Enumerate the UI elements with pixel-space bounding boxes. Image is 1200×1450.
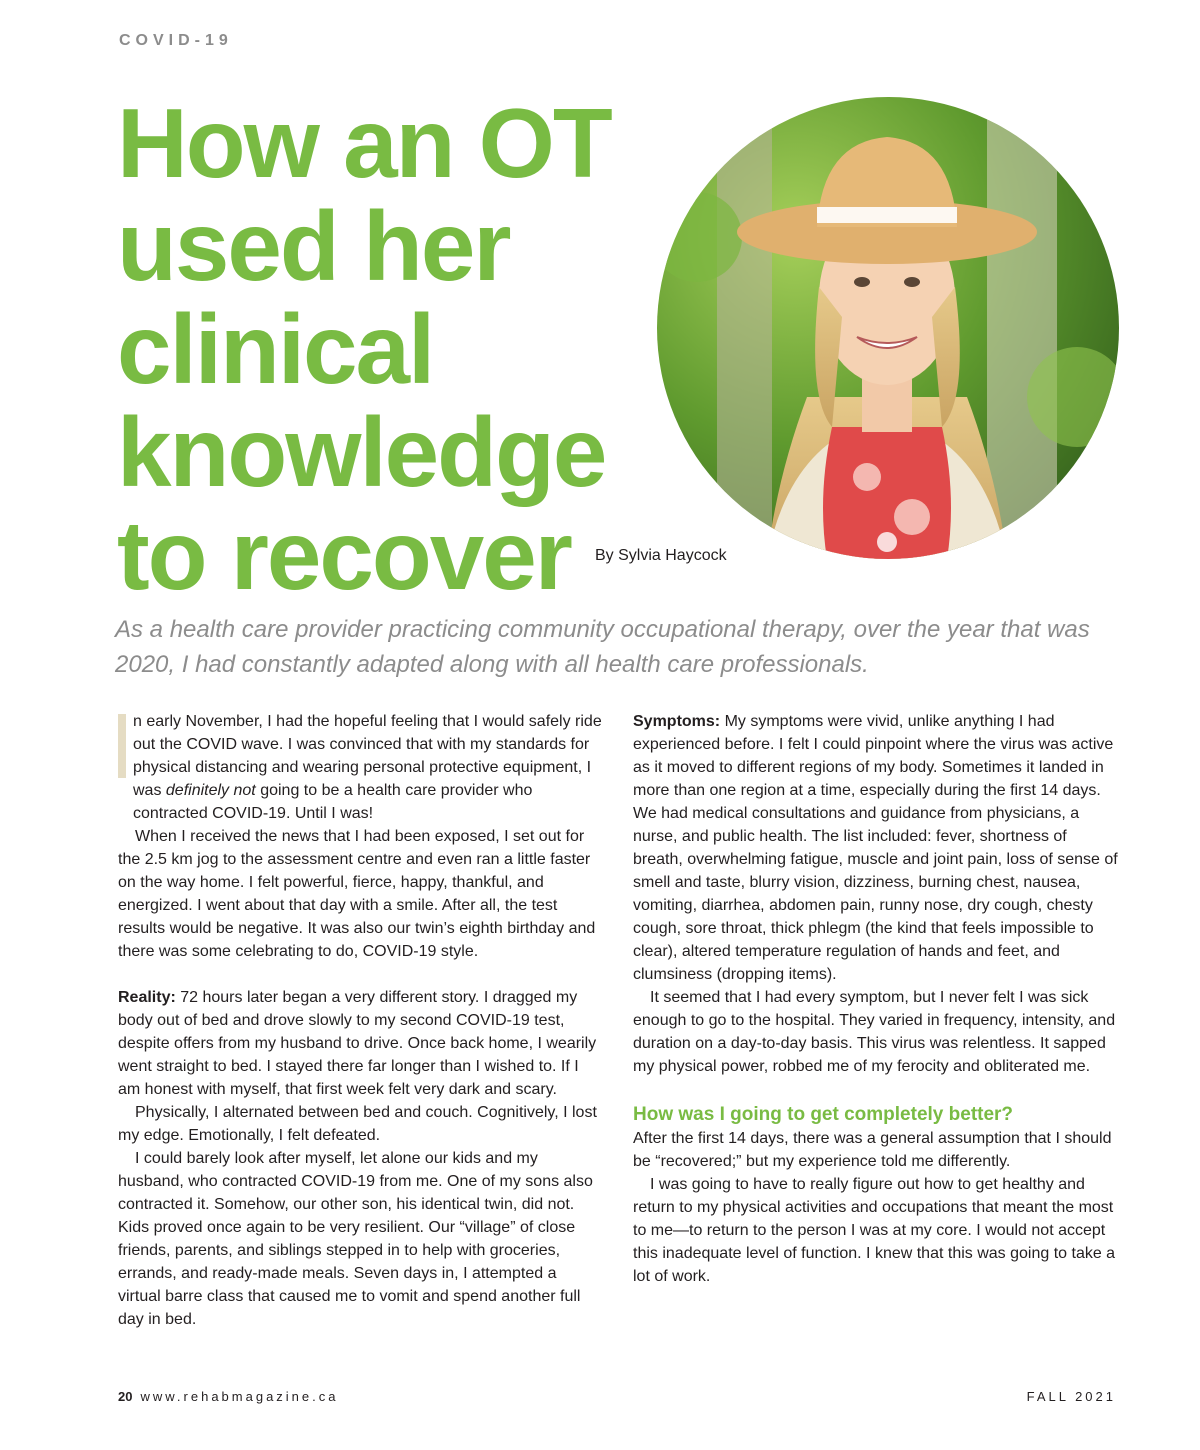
opening-paragraph — [118, 710, 603, 825]
run-in-label: Reality: — [118, 989, 176, 1006]
paragraph: Physically, I alternated between bed and couch. Cognitively, I lost my edge. Emotionally, I felt defeated. — [118, 1104, 597, 1144]
paragraph: I could barely look after myself, let alone our kids and my husband, who contracted COVID-19 from me. One of my sons also contracted it. Somehow, our other son, his identical twin, did not. Kids proved once again to be very resilient. Our “village” of close friends, parents, and siblings stepped in to help with groceries, errands, and ready-made meals. Seven days in, I attempted a virtual barre class that caused me to vomit and spend another full day in bed. — [118, 1150, 593, 1328]
paragraph: After the first 14 days, there was a general assumption that I should be “recovered;” but my experience told me differently. — [633, 1130, 1112, 1170]
headline-line: used her — [117, 191, 510, 301]
emphasis-text: definitely not — [165, 782, 256, 799]
column-right — [633, 710, 1118, 1288]
paragraph — [118, 986, 603, 1101]
paragraph: It seemed that I had every symptom, but I never felt I was sick enough to go to the hospital. They varied in frequency, intensity, and duration on a day-to-day basis. This virus was relentless. It sapped my physical power, robbed me of my ferocity and obliterated me. — [633, 989, 1116, 1075]
paragraph-text: going to be a health care provider who contracted COVID-19. Until I was! — [133, 782, 533, 822]
website-link[interactable]: www.rehabmagazine.ca — [140, 1389, 339, 1404]
footer-left — [118, 1389, 339, 1404]
paragraph-text: My symptoms were vivid, unlike anything I had experienced before. I felt I could pinpoint where the virus was active as it moved to different regions of my body. Sometimes it landed in more than one region at a time, especially during the first 14 days. We had medical consultations and guidance from physicians, a nurse, and public health. The list included: fever, shortness of breath, overwhelming fatigue, muscle and joint pain, loss of sense of smell and taste, blurry vision, dizziness, burning chest, nausea, vomiting, diarrhea, abdomen pain, runny nose, dry cough, chesty cough, sore throat, thick phlegm (the kind that feels impossible to clear), altered temperature regulation of hands and feet, and clumsiness (dropping items). — [633, 713, 1118, 983]
paragraph: I was going to have to really figure out how to get healthy and return to my physical activities and occupations that meant the most to me—to return to the person I was at my core. I would not accept this inadequate level of function. I knew that this was going to take a lot of work. — [633, 1176, 1116, 1285]
subheading: How was I going to get completely better? — [633, 1104, 1014, 1125]
column-left — [118, 710, 603, 1331]
author-photo — [657, 97, 1119, 559]
deck: As a health care provider practicing community occupational therapy, over the year that was 2020, I had constantly adapted along with all health care professionals. — [115, 616, 1090, 678]
section-label: COVID-19 — [119, 32, 233, 49]
headline-line: How an OT — [117, 88, 611, 198]
paragraph-text: 72 hours later began a very different story. I dragged my body out of bed and drove slowly to my second COVID-19 test, despite offers from my husband to drive. Once back home, I wearily went straight to bed. I stayed there far longer than I wished to. If I am honest with myself, that first week felt very dark and scary. — [118, 989, 597, 1098]
paragraph-text: n early November, I had the hopeful feeling that I would safely ride out the COVID wave. I was convinced that with my standards for physical distancing and wearing personal protective equipment, I was — [133, 713, 602, 799]
run-in-label: Symptoms: — [633, 713, 721, 730]
page-number: 20 — [118, 1389, 133, 1404]
headline-line: clinical — [117, 294, 434, 404]
dropcap — [118, 714, 126, 778]
paragraph — [633, 710, 1118, 986]
byline: By Sylvia Haycock — [595, 547, 727, 564]
headline-line: to recover — [117, 500, 571, 610]
headline-line: knowledge — [117, 397, 606, 507]
issue-label: FALL 2021 — [1026, 1389, 1116, 1404]
paragraph: When I received the news that I had been exposed, I set out for the 2.5 km jog to the assessment centre and even ran a little faster on the way home. I felt powerful, fierce, happy, thankful, and energized. I went about that day with a smile. After all, the test results would be negative. It was also our twin’s eighth birthday and there was some celebrating to do, COVID-19 style. — [118, 828, 596, 960]
headline — [117, 88, 677, 610]
